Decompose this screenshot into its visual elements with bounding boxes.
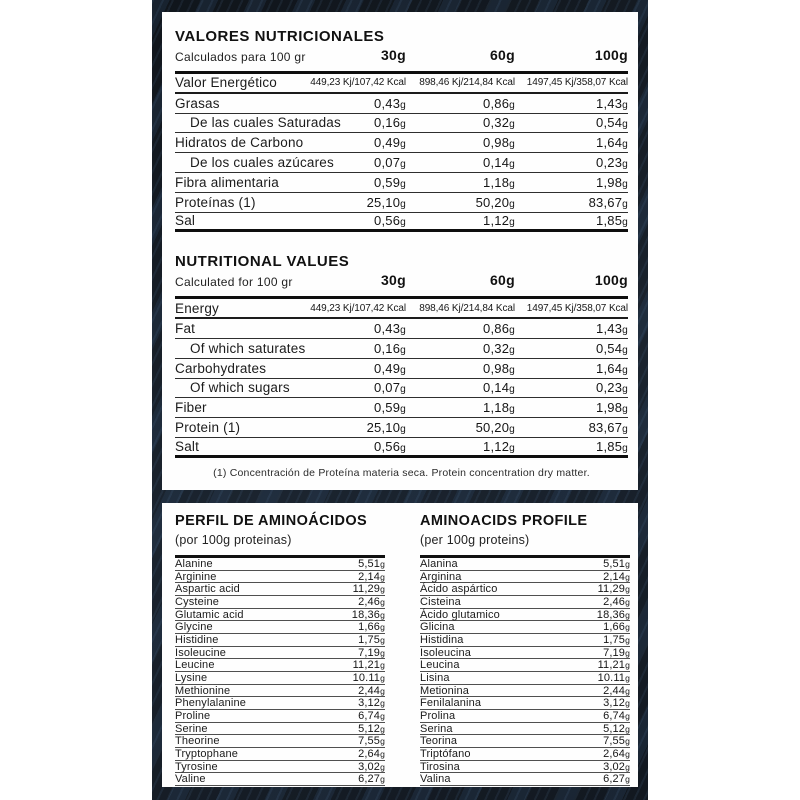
row-value: 1497,45 Kj/358,07 Kcal [526,302,628,314]
nutrition-row [175,193,628,213]
amino-name: Aspartic acid [175,583,240,596]
amino-name: Fenilalanina [420,697,482,710]
amino-value: 6,74g [603,709,630,722]
amino-body-left [175,558,385,786]
amino-value: 2,46g [603,595,630,608]
row-label: Hidratos de Carbono [175,135,304,151]
row-value: 0,98g [483,135,515,151]
row-label: De los cuales azúcares [190,155,334,171]
amino-value: 5,51g [358,557,385,570]
row-value: 0,23g [596,155,628,171]
gram-unit: g [509,139,515,151]
amino-name: Glycine [175,621,213,634]
row-value: 0,43g [374,95,406,111]
gram-unit: g [400,442,406,454]
gram-unit: g [625,736,630,747]
column-header-30g: 30g [380,47,406,63]
row-label: Sal [175,213,196,229]
gram-unit: g [625,634,630,645]
row-value: 1497,45 Kj/358,07 Kcal [526,77,628,89]
nutrition-row [175,359,628,379]
amino-name: Triptófano [420,747,471,760]
row-value: 0,59g [374,174,406,190]
amino-value: 2,14g [603,570,630,583]
gram-unit: g [625,647,630,658]
amino-name: Methionine [175,684,231,697]
gram-unit: g [509,384,515,396]
amino-row [175,773,385,786]
gram-unit: g [380,558,385,569]
amino-name: Proline [175,709,211,722]
nutrition-row [175,299,628,319]
row-value: 1,43g [596,321,628,337]
amino-row [420,621,630,634]
row-value: 0,32g [483,340,515,356]
amino-name: Ácido aspártico [420,583,498,596]
amino-value: 5,12g [603,722,630,735]
gram-unit: g [400,198,406,210]
amino-value: 5,51g [603,557,630,570]
row-value: 1,85g [596,438,628,454]
row-value: 0,56g [374,213,406,229]
row-label: Proteínas (1) [175,194,256,210]
row-label: Fibra alimentaria [175,174,279,190]
amino-row [420,748,630,761]
gram-unit: g [622,364,628,376]
column-header-100g: 100g [594,272,628,289]
amino-title-english: AMINOACIDS PROFILE [420,513,588,529]
gram-unit: g [380,698,385,709]
amino-value: 1,75g [603,633,630,646]
amino-value: 3,12g [358,697,385,710]
row-value: 1,85g [596,213,628,229]
nutrition-facts-card [162,12,638,490]
row-value: 83,67g [588,420,628,436]
amino-name: Prolina [420,709,456,722]
gram-unit: g [380,647,385,658]
amino-value: 11,29g [597,583,630,596]
nutrition-row [175,114,628,134]
amino-name: Alanina [420,557,458,570]
nutrition-row [175,319,628,339]
amino-row [175,748,385,761]
gram-unit: g [380,748,385,759]
amino-value: 2,64g [603,747,630,760]
gram-unit: g [622,344,628,356]
gram-unit: g [400,119,406,131]
amino-name: Serina [420,722,453,735]
amino-row [420,685,630,698]
gram-unit: g [625,723,630,734]
gram-unit: g [380,596,385,607]
gram-unit: g [509,364,515,376]
row-value: 898,46 Kj/214,84 Kcal [419,77,515,89]
gram-unit: g [509,442,515,454]
row-value: 0,07g [374,155,406,171]
amino-name: Isoleucine [175,646,227,659]
amino-value: 2,64g [358,747,385,760]
amino-value: 2,44g [603,684,630,697]
table-body-english [175,299,628,457]
row-value: 0,49g [374,360,406,376]
gram-unit: g [380,622,385,633]
amino-value: 10.11g [597,671,630,684]
amino-value: 18,36g [596,608,630,621]
column-header-100g: 100g [594,47,628,63]
gram-unit: g [400,159,406,171]
amino-name: Glutamic acid [175,608,244,621]
gram-unit: g [622,139,628,151]
gram-unit: g [400,364,406,376]
gram-unit: g [622,442,628,454]
column-header-30g: 30g [380,272,406,289]
label-dark-background [152,0,648,800]
column-header-60g: 60g [489,272,515,289]
row-value: 25,10g [366,194,406,210]
gram-unit: g [509,119,515,131]
amino-row [175,735,385,748]
amino-row [420,672,630,685]
amino-name: Serine [175,722,208,735]
row-label: De las cuales Saturadas [190,115,341,131]
table-title-block [175,253,350,290]
gram-unit: g [509,424,515,436]
amino-value: 6,27g [603,773,630,786]
amino-name: Histidina [420,633,464,646]
row-value: 898,46 Kj/214,84 Kcal [419,302,515,314]
gram-unit: g [509,217,515,229]
row-label: Valor Energético [175,75,278,91]
amino-row [420,761,630,774]
amino-value: 11,21g [352,659,385,672]
amino-name: Tirosina [420,760,460,773]
gram-unit: g [380,672,385,683]
row-value: 449,23 Kj/107,42 Kcal [310,302,406,314]
amino-row [175,609,385,622]
gram-unit: g [509,404,515,416]
amino-value: 7,19g [603,646,630,659]
amino-body-right [420,558,630,786]
amino-name: Arginine [175,570,217,583]
amino-name: Histidine [175,633,219,646]
row-label: Protein (1) [175,420,241,436]
amino-row [420,571,630,584]
row-value: 1,12g [483,438,515,454]
amino-value: 5,12g [358,722,385,735]
nutrition-row [175,173,628,193]
row-label: Carbohydrates [175,360,267,376]
amino-table-left [175,513,385,786]
nutrition-row [175,418,628,438]
gram-unit: g [400,344,406,356]
row-value: 1,43g [596,95,628,111]
amino-value: 3,02g [358,760,385,773]
row-value: 0,14g [483,155,515,171]
row-value: 83,67g [588,194,628,210]
column-header-60g: 60g [489,47,515,63]
gram-unit: g [400,384,406,396]
amino-value: 11,21g [597,659,630,672]
gram-unit: g [400,217,406,229]
amino-name: Cisteina [420,595,461,608]
gram-unit: g [625,685,630,696]
amino-row [420,773,630,786]
gram-unit: g [380,723,385,734]
nutrition-row [175,339,628,359]
amino-name: Isoleucina [420,646,472,659]
row-value: 0,86g [483,321,515,337]
table-body-spanish [175,74,628,232]
amino-subtitle-spanish: (por 100g proteinas) [175,533,292,547]
gram-unit: g [380,710,385,721]
amino-title-spanish: PERFIL DE AMINOÁCIDOS [175,513,368,529]
row-value: 50,20g [475,420,515,436]
gram-unit: g [400,99,406,111]
gram-unit: g [625,558,630,569]
gram-unit: g [625,672,630,683]
amino-value: 10.11g [352,671,385,684]
gram-unit: g [509,198,515,210]
amino-name: Lisina [420,671,450,684]
amino-row [420,609,630,622]
gram-unit: g [380,761,385,772]
amino-row [175,634,385,647]
amino-value: 7,55g [603,735,630,748]
table-header-english [175,253,628,299]
amino-name: Teorina [420,735,458,748]
amino-row [175,710,385,723]
row-value: 1,12g [483,213,515,229]
amino-row [420,647,630,660]
amino-tables-row [175,513,630,786]
amino-value: 2,14g [358,570,385,583]
amino-name: Cysteine [175,595,219,608]
row-value: 25,10g [366,420,406,436]
gram-unit: g [380,609,385,620]
amino-row [175,583,385,596]
amino-row [420,558,630,571]
row-value: 0,23g [596,380,628,396]
row-value: 0,14g [483,380,515,396]
amino-value: 2,44g [358,684,385,697]
amino-row [175,596,385,609]
row-value: 0,16g [374,115,406,131]
table-title-block [175,28,385,64]
nutrition-row [175,74,628,94]
nutrition-row [175,133,628,153]
amino-row [175,558,385,571]
gram-unit: g [622,325,628,337]
row-value: 1,18g [483,174,515,190]
amino-value: 6,74g [358,709,385,722]
row-value: 0,59g [374,400,406,416]
row-label: Of which sugars [190,380,290,396]
amino-value: 3,02g [603,760,630,773]
gram-unit: g [622,198,628,210]
gram-unit: g [400,139,406,151]
amino-row [175,723,385,736]
gram-unit: g [380,660,385,671]
table-subtitle: Calculados para 100 gr [175,50,306,64]
amino-row [420,583,630,596]
gram-unit: g [509,159,515,171]
nutrition-table-spanish [175,28,628,232]
table-title: NUTRITIONAL VALUES [175,253,350,271]
row-value: 1,98g [596,174,628,190]
amino-row [175,571,385,584]
amino-row [420,697,630,710]
gram-unit: g [622,217,628,229]
amino-row [175,621,385,634]
nutrition-row [175,153,628,173]
gram-unit: g [625,774,630,785]
amino-row [175,697,385,710]
amino-value: 3,12g [603,697,630,710]
amino-value: 1,66g [358,621,385,634]
gram-unit: g [509,344,515,356]
amino-name: Theorine [175,735,220,748]
gram-unit: g [625,710,630,721]
row-value: 0,98g [483,360,515,376]
amino-name: Alanine [175,557,213,570]
table-subtitle: Calculated for 100 gr [175,275,293,290]
amino-value: 7,19g [358,646,385,659]
row-value: 0,54g [596,340,628,356]
gram-unit: g [622,119,628,131]
amino-row [420,634,630,647]
row-label: Of which saturates [190,340,306,356]
amino-name: Ácido glutamico [420,608,500,621]
gram-unit: g [625,571,630,582]
row-value: 1,18g [483,400,515,416]
nutrition-row [175,94,628,114]
amino-name: Lysine [175,671,208,684]
row-value: 1,98g [596,400,628,416]
row-value: 0,86g [483,95,515,111]
row-value: 50,20g [475,194,515,210]
amino-row [420,659,630,672]
amino-value: 2,46g [358,595,385,608]
row-value: 0,07g [374,380,406,396]
row-value: 0,43g [374,321,406,337]
amino-subtitle-english: (per 100g proteins) [420,533,530,547]
amino-name: Valina [420,773,451,786]
amino-name: Glicina [420,621,455,634]
amino-row [175,761,385,774]
gram-unit: g [625,761,630,772]
row-label: Fiber [175,400,207,416]
amino-value: 1,75g [358,633,385,646]
gram-unit: g [400,424,406,436]
amino-name: Leucine [175,659,215,672]
gram-unit: g [509,325,515,337]
row-label: Grasas [175,95,220,111]
amino-row [175,672,385,685]
amino-name: Arginina [420,570,462,583]
gram-unit: g [625,596,630,607]
row-value: 0,16g [374,340,406,356]
table-title: VALORES NUTRICIONALES [175,28,385,45]
amino-row [175,647,385,660]
gram-unit: g [380,571,385,582]
amino-value: 7,55g [358,735,385,748]
row-label: Salt [175,438,200,454]
amino-row [420,723,630,736]
gram-unit: g [622,404,628,416]
gram-unit: g [625,609,630,620]
row-value: 1,64g [596,360,628,376]
row-label: Energy [175,300,219,316]
amino-name: Valine [175,773,206,786]
nutrition-table-english [175,253,628,457]
amino-row [420,596,630,609]
row-label: Fat [175,321,196,337]
amino-acids-card [162,503,638,787]
row-value: 449,23 Kj/107,42 Kcal [310,77,406,89]
nutrition-row [175,438,628,458]
gram-unit: g [509,99,515,111]
amino-name: Tyrosine [175,760,218,773]
row-value: 0,49g [374,135,406,151]
gram-unit: g [622,384,628,396]
gram-unit: g [625,748,630,759]
row-value: 1,64g [596,135,628,151]
gram-unit: g [625,698,630,709]
gram-unit: g [622,424,628,436]
nutrition-row [175,379,628,399]
gram-unit: g [380,634,385,645]
amino-row [175,685,385,698]
amino-value: 1,66g [603,621,630,634]
amino-value: 6,27g [358,773,385,786]
gram-unit: g [622,99,628,111]
table-header-spanish [175,28,628,74]
row-value: 0,54g [596,115,628,131]
amino-name: Metionina [420,684,470,697]
amino-name: Leucina [420,659,460,672]
nutrition-row [175,213,628,233]
gram-unit: g [622,178,628,190]
protein-concentration-footnote: (1) Concentración de Proteína materia seca. Protein concentration dry matter. [213,466,590,479]
gram-unit: g [380,685,385,696]
gram-unit: g [380,736,385,747]
gram-unit: g [509,178,515,190]
gram-unit: g [400,404,406,416]
gram-unit: g [400,178,406,190]
gram-unit: g [625,660,630,671]
gram-unit: g [400,325,406,337]
nutrition-row [175,398,628,418]
amino-name: Phenylalanine [175,697,247,710]
amino-name: Tryptophane [175,747,239,760]
row-value: 0,56g [374,438,406,454]
row-value: 0,32g [483,115,515,131]
amino-table-right [420,513,630,786]
amino-value: 18,36g [351,608,385,621]
gram-unit: g [380,584,385,595]
amino-row [420,710,630,723]
gram-unit: g [625,584,630,595]
gram-unit: g [622,159,628,171]
amino-value: 11,29g [352,583,385,596]
amino-row [175,659,385,672]
gram-unit: g [380,774,385,785]
gram-unit: g [625,622,630,633]
amino-row [420,735,630,748]
